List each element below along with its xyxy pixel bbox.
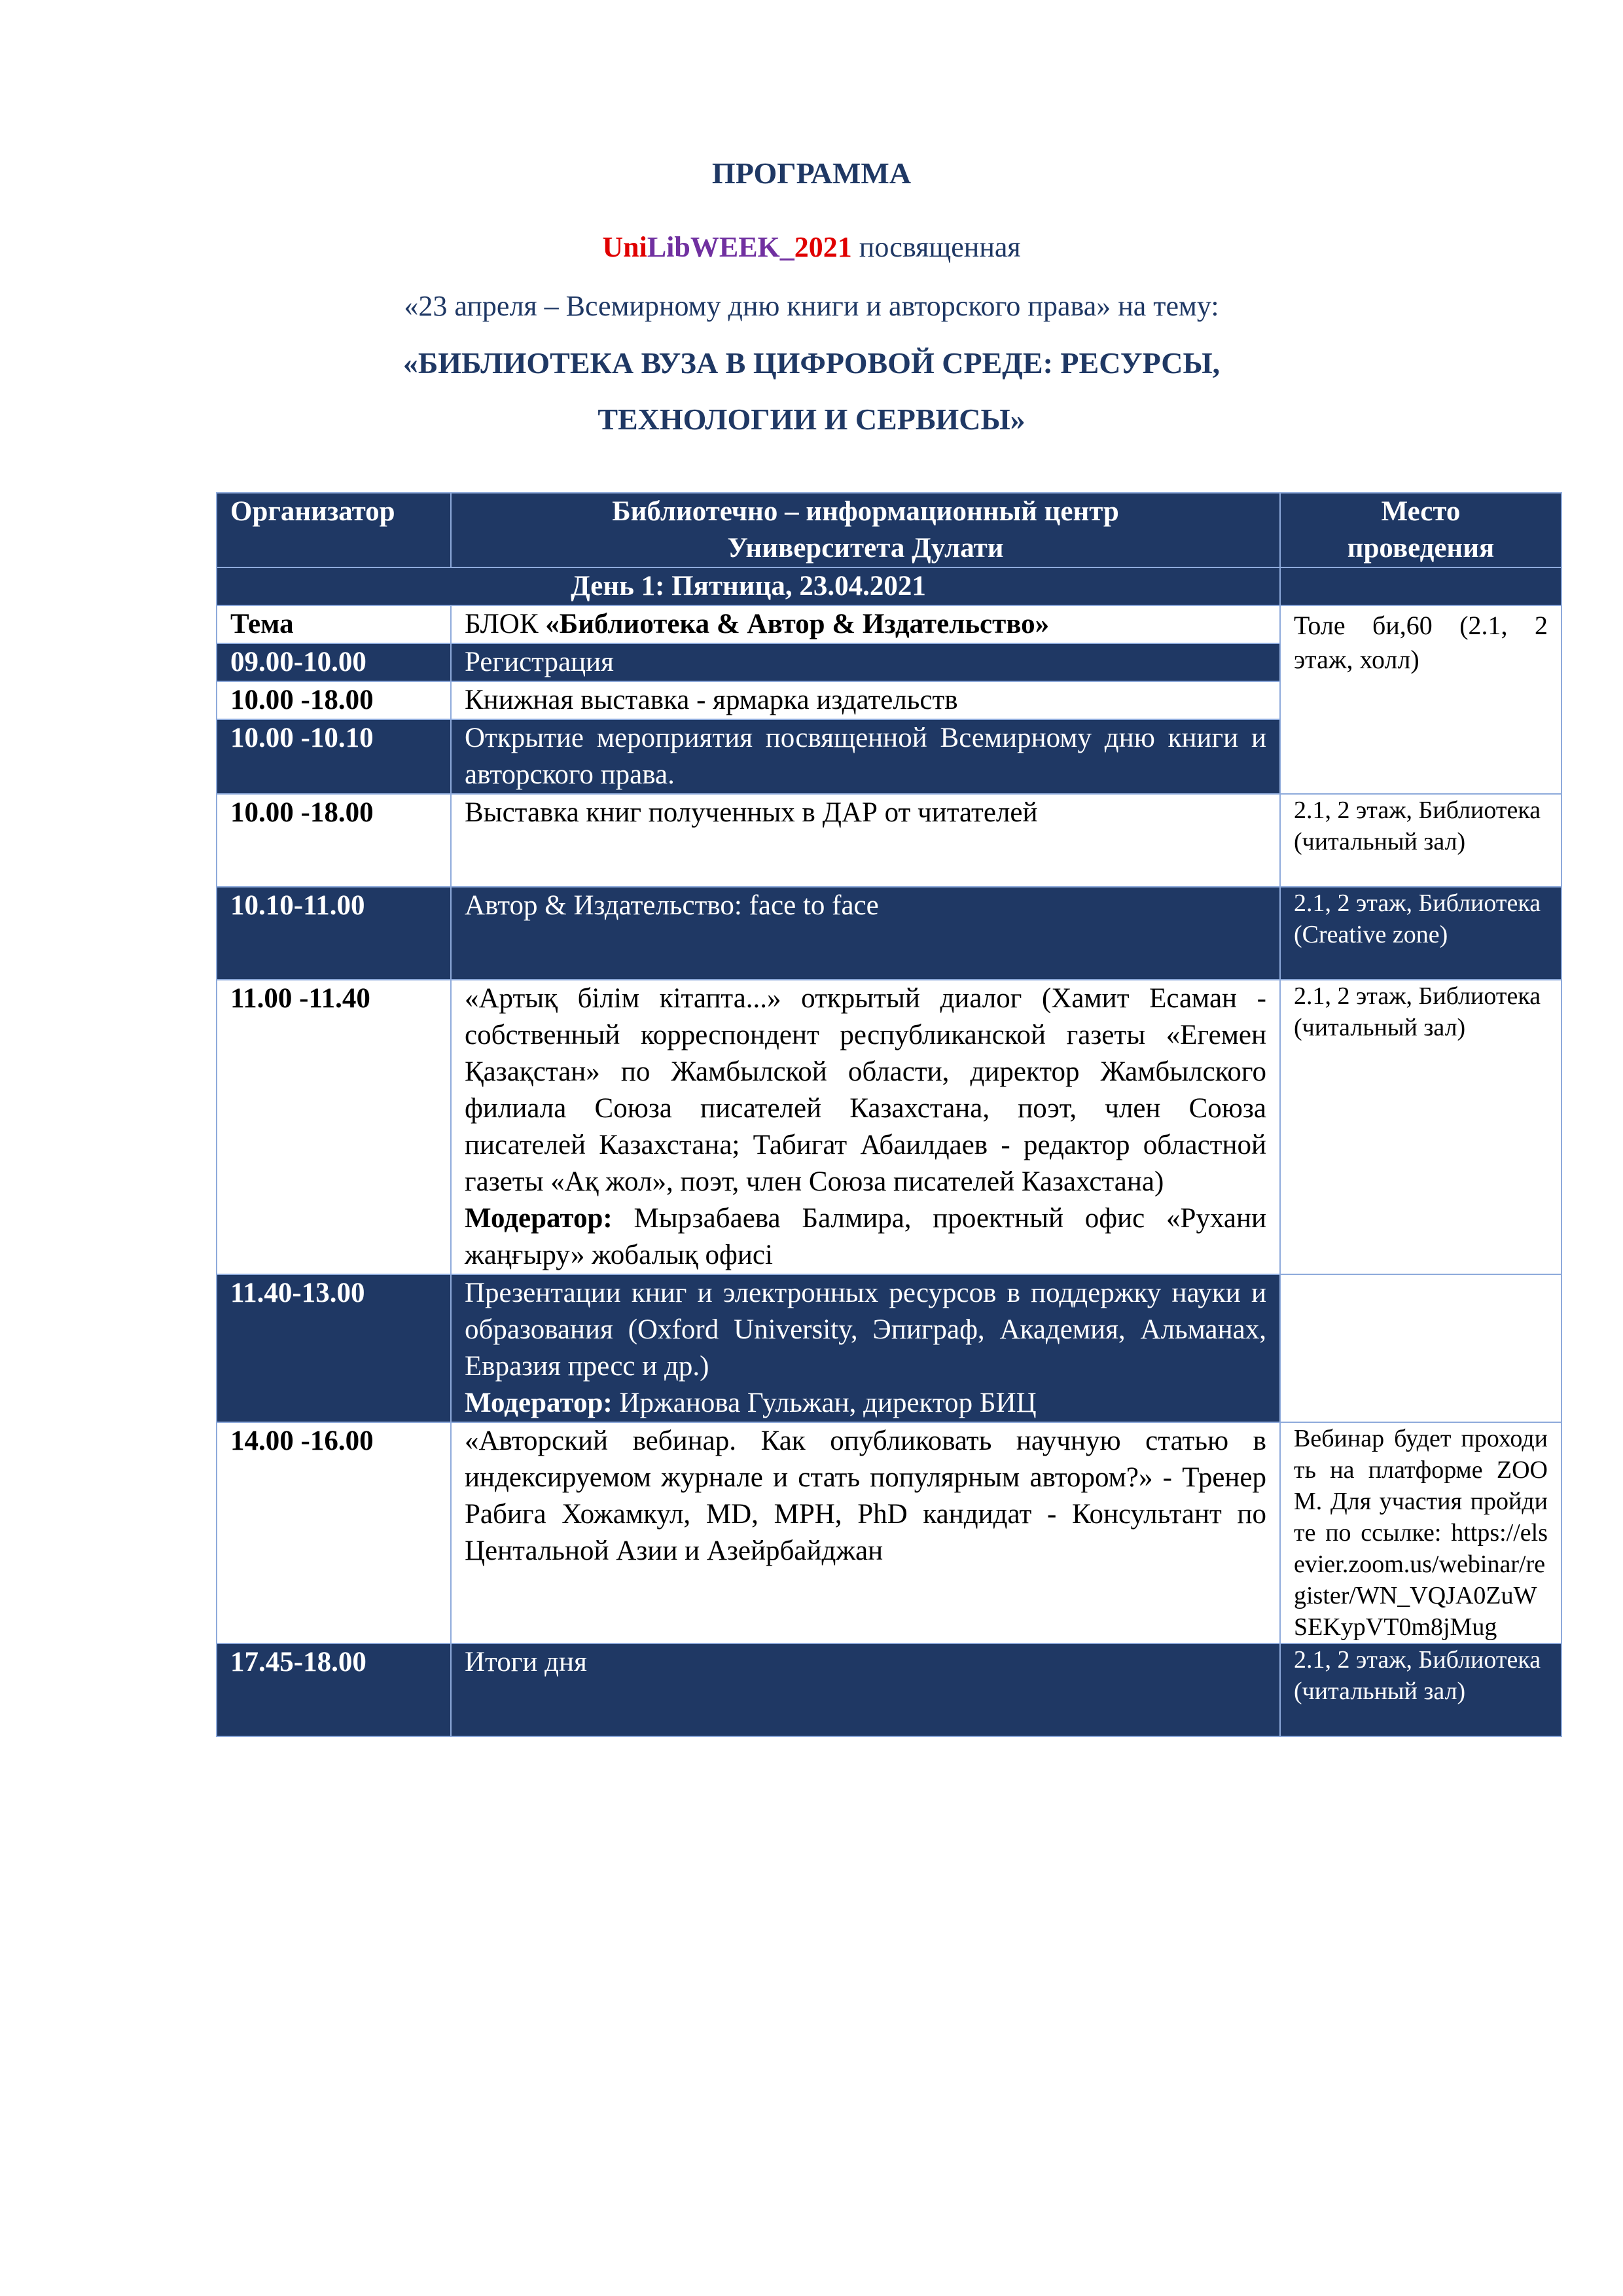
block-name: «Библиотека & Автор & Издательство» <box>545 609 1050 639</box>
table-row <box>217 887 1561 980</box>
program-table <box>216 492 1562 1737</box>
row-time: 10.00 -10.10 <box>217 719 451 794</box>
theme-label: Тема <box>217 605 451 643</box>
row-event-cell <box>451 1274 1280 1422</box>
place-main: Толе би,60 (2.1, 2 этаж, холл) <box>1280 605 1561 794</box>
row-place: 2.1, 2 этаж, Библиотека (читальный зал) <box>1280 794 1561 887</box>
moderator-label: Модератор: <box>465 1388 613 1418</box>
row-event: Итоги дня <box>451 1643 1280 1736</box>
row-time: 10.00 -18.00 <box>217 681 451 719</box>
table-row <box>217 1274 1561 1422</box>
event-name-line <box>0 230 1623 264</box>
row-time: 11.40-13.00 <box>217 1274 451 1422</box>
row-moderator <box>465 1385 1266 1422</box>
row-event: «Артық білім кітапта...» открытый диалог (Хамит Есаман - собственный корреспондент республиканской газеты «Егемен Қазақстан» по Жамбылской области, директор Жамбылского филиала Союза писателей Казахстана, поэт, член Союза писателей Казахстана; Табигат Абаилдаев - редактор областной газеты «Ақ жол», поэт, член Союза писателей Казахстана) <box>465 983 1266 1197</box>
row-event: Презентации книг и электронных ресурсов в поддержку науки и образования (Oxford University, Эпиграф, Академия, Альманах, Евразия пресс и др.) <box>465 1278 1266 1382</box>
row-time: 09.00-10.00 <box>217 643 451 681</box>
event-name-uni: Uni <box>602 231 647 263</box>
header-organizer: Организатор <box>217 493 451 567</box>
block-prefix: БЛОК <box>465 609 546 639</box>
moderator-name: Иржанова Гульжан, директор БИЦ <box>612 1388 1037 1418</box>
header-center-line1: Библиотечно – информационный центр <box>612 496 1119 527</box>
row-event: Автор & Издательство: face to face <box>451 887 1280 980</box>
row-place: Вебинар будет проходить на платформе ZOOM. Для участия пройдите по ссылке: https://elsevier.zoom.us/webinar/register/WN_VQJA0ZuWSEKypVT0m8jMug <box>1280 1422 1561 1643</box>
header-place <box>1280 493 1561 567</box>
program-theme-line1: «БИБЛИОТЕКА ВУЗА В ЦИФРОВОЙ СРЕДЕ: РЕСУРСЫ, <box>402 346 1221 380</box>
row-moderator <box>465 1200 1266 1274</box>
row-time: 10.10-11.00 <box>217 887 451 980</box>
row-time: 11.00 -11.40 <box>217 980 451 1274</box>
row-event: Открытие мероприятия посвященной Всемирному дню книги и авторского права. <box>451 719 1280 794</box>
table-row <box>217 1422 1561 1643</box>
day-row <box>217 567 1561 605</box>
table-header-row <box>217 493 1561 567</box>
row-event-cell <box>451 980 1280 1274</box>
row-time: 10.00 -18.00 <box>217 794 451 887</box>
block-title <box>451 605 1280 643</box>
header-center <box>451 493 1280 567</box>
moderator-name: Мырзабаева Балмира, проектный офис «Рухани жаңғыру» жобалық офисі <box>465 1203 1266 1270</box>
event-name-lib: Lib <box>647 231 690 263</box>
event-name-week: WEEK_ <box>690 231 794 263</box>
header-place-line2: проведения <box>1347 533 1495 564</box>
header-place-line1: Место <box>1381 496 1461 527</box>
row-event: Регистрация <box>451 643 1280 681</box>
row-place-empty <box>1280 1274 1561 1422</box>
table-row <box>217 980 1561 1274</box>
table-row <box>217 794 1561 887</box>
program-title: ПРОГРАММА <box>711 156 912 190</box>
event-name-year: 2021 <box>794 231 852 263</box>
moderator-label: Модератор: <box>465 1203 613 1234</box>
table-row <box>217 605 1561 643</box>
row-place: 2.1, 2 этаж, Библиотека (читальный зал) <box>1280 1643 1561 1736</box>
row-event: «Авторский вебинар. Как опубликовать научную статью в индексируемом журнале и стать популярным автором?» - Тренер Рабига Хожамкул, MD, MPH, PhD кандидат - Консультант по Центальной Азии и Азейрбайджан <box>451 1422 1280 1643</box>
day-label: День 1: Пятница, 23.04.2021 <box>217 567 1280 605</box>
row-place: 2.1, 2 этаж, Библиотека (читальный зал) <box>1280 980 1561 1274</box>
table-row <box>217 1643 1561 1736</box>
header-center-line2: Университета Дулати <box>727 533 1004 564</box>
row-event: Книжная выставка - ярмарка издательств <box>451 681 1280 719</box>
program-subtitle: «23 апреля – Всемирному дню книги и авторского права» на тему: <box>404 290 1219 322</box>
row-place: 2.1, 2 этаж, Библиотека (Creative zone) <box>1280 887 1561 980</box>
row-event: Выставка книг полученных в ДАР от читателей <box>451 794 1280 887</box>
row-time: 17.45-18.00 <box>217 1643 451 1736</box>
day-place-empty <box>1280 567 1561 605</box>
row-time: 14.00 -16.00 <box>217 1422 451 1643</box>
program-theme-line2: ТЕХНОЛОГИИ И СЕРВИСЫ» <box>597 403 1026 436</box>
event-name-rest: посвященная <box>851 231 1021 263</box>
